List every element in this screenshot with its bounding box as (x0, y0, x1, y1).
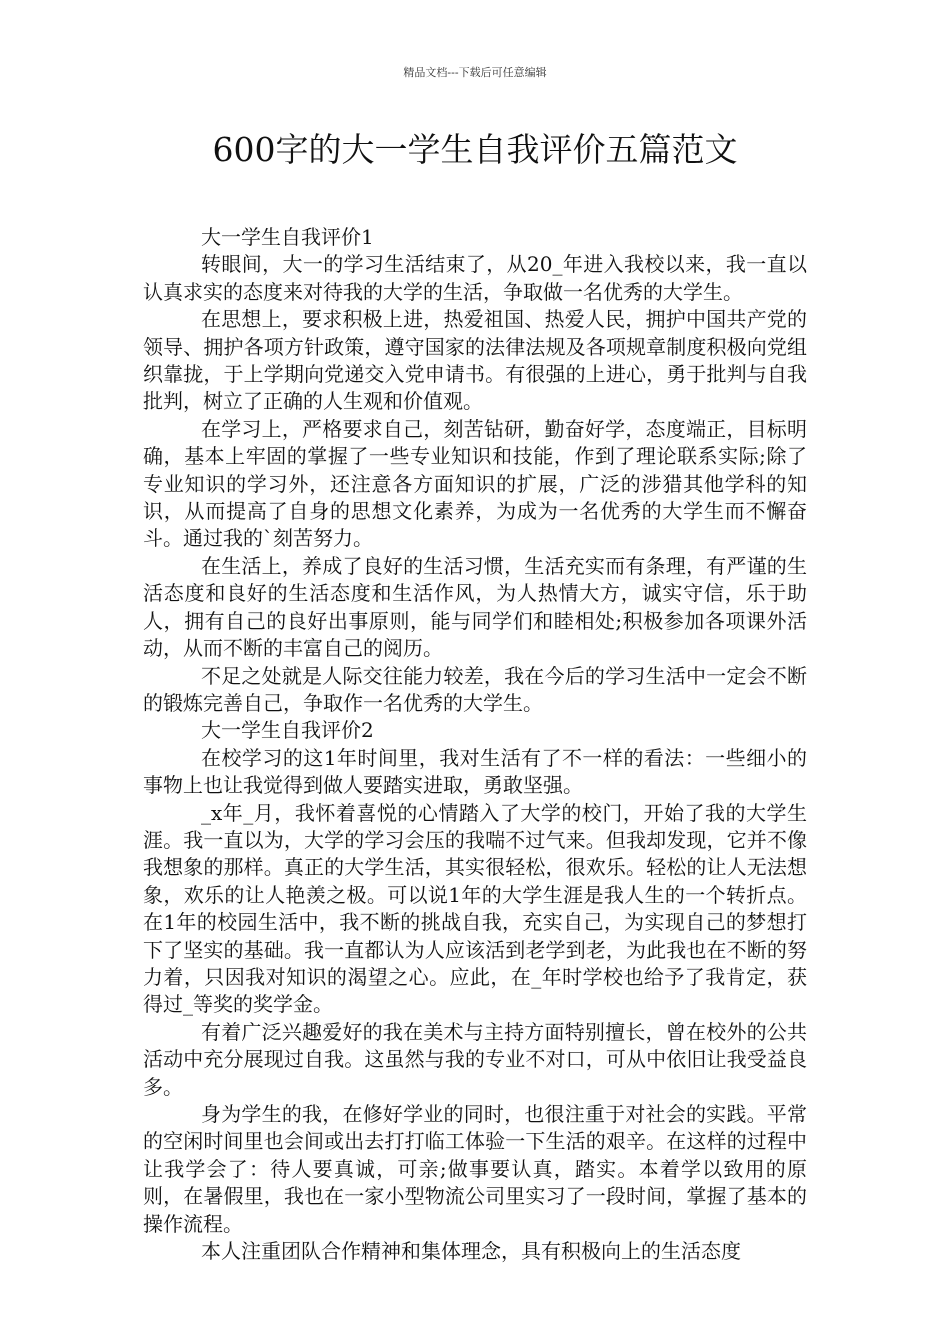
paragraph: 转眼间，大一的学习生活结束了，从20_年进入我校以来，我一直以认真求实的态度来对待我的大学的生活，争取做一名优秀的大学生。 (143, 252, 807, 304)
section-heading: 大一学生自我评价2 (201, 718, 374, 743)
section-heading: 大一学生自我评价1 (201, 225, 374, 249)
paragraph: 在校学习的这1年时间里，我对生活有了不一样的看法：一些细小的事物上也让我觉得到做人要踏实进取，勇敢坚强。 (143, 745, 807, 798)
document-title: 600字的大一学生自我评价五篇范文 (212, 130, 738, 169)
paragraph: 在生活上，养成了良好的生活习惯，生活充实而有条理，有严谨的生活态度和良好的生活态度和生活作风，为人热情大方，诚实守信，乐于助人，拥有自己的良好出事原则，能与同学们和睦相处;积极参加各项课外活动，从而不断的丰富自己的阅历。 (143, 553, 807, 661)
paragraph: 在思想上，要求积极上进，热爱祖国、热爱人民，拥护中国共产党的领导、拥护各项方针政策，遵守国家的法律法规及各项规章制度积极向党组织靠拢，于上学期向党递交入党申请书。有很强的上进心，勇于批判与自我批判，树立了正确的人生观和价值观。 (143, 307, 807, 414)
paragraph: 有着广泛兴趣爱好的我在美术与主持方面特别擅长，曾在校外的公共活动中充分展现过自我。这虽然与我的专业不对口，可从中依旧让我受益良多。 (143, 1019, 807, 1099)
paragraph: 本人注重团队合作精神和集体理念，具有积极向上的生活态度 (201, 1239, 741, 1264)
paragraph: 身为学生的我，在修好学业的同时，也很注重于对社会的实践。平常的空闲时间里也会间或出去打打临工体验一下生活的艰辛。在这样的过程中让我学会了：待人要真诚，可亲;做事要认真，踏实。本着学以致用的原则，在暑假里，我也在一家小型物流公司里实习了一段时间，掌握了基本的操作流程。 (143, 1102, 807, 1236)
paragraph: 在学习上，严格要求自己，刻苦钻研，勤奋好学，态度端正，目标明确，基本上牢固的掌握了一些专业知识和技能，作到了理论联系实际;除了专业知识的学习外，还注意各方面知识的扩展，广泛的涉猎其他学科的知识，从而提高了自身的思想文化素养，为成为一名优秀的大学生而不懈奋斗。通过我的`刻苦努力。 (143, 416, 807, 551)
paragraph: _x年_月，我怀着喜悦的心情踏入了大学的校门，开始了我的大学生涯。我一直以为，大学的学习会压的我喘不过气来。但我却发现，它并不像我想象的那样。真正的大学生活，其实很轻松，很欢乐。轻松的让人无法想象，欢乐的让人艳羡之极。可以说1年的大学生涯是我人生的一个转折点。在1年的校园生活中，我不断的挑战自我，充实自己，为实现自己的梦想打下了坚实的基础。我一直都认为人应该活到老学到老，为此我也在不断的努力着，只因我对知识的渴望之心。应此，在_年时学校也给予了我肯定，获得过_等奖的奖学金。 (143, 800, 807, 1017)
document-body (143, 224, 807, 1265)
page-header: 精品文档---下载后可任意编辑 (403, 66, 547, 79)
paragraph: 不足之处就是人际交往能力较差，我在今后的学习生活中一定会不断的锻炼完善自己，争取作一名优秀的大学生。 (143, 663, 807, 715)
